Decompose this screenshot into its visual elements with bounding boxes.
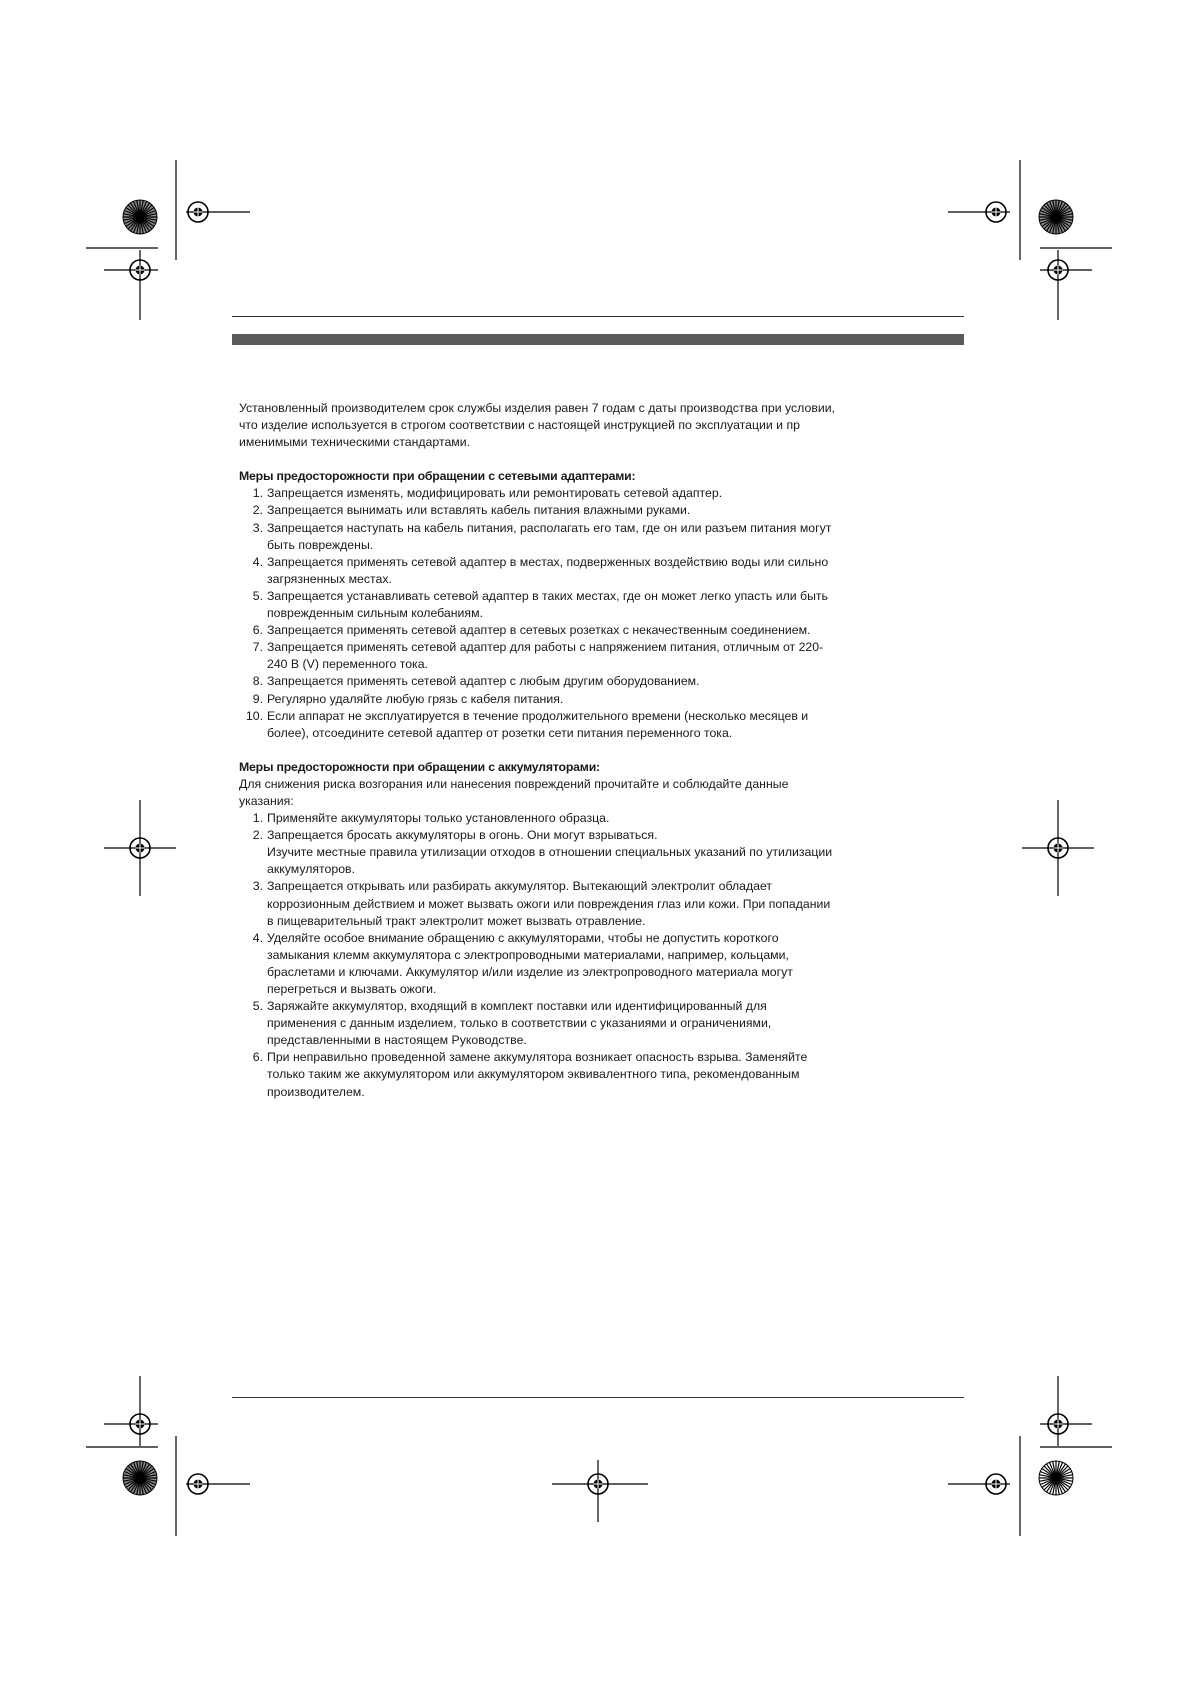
crop-marks-bottom-right: [948, 1376, 1112, 1536]
list-item: 4. Уделяйте особое внимание обращению с аккумуляторами, чтобы не допустить короткого замыкания клемм аккумулятора с электропроводными материалами, например, кольцами, браслетами и ключами. Аккумулятор и/или изделие из электропроводного материала могут перегреться и вызвать ожоги.: [252, 930, 793, 996]
adapter-safety-list: [239, 485, 839, 741]
list-item: 6. Запрещается применять сетевой адаптер в сетевых розетках с некачественным соединением.: [252, 623, 811, 638]
list-item: 5. Запрещается устанавливать сетевой адаптер в таких местах, где он может легко упасть или быть поврежденным сильным колебаниям.: [252, 588, 828, 621]
crop-marks-bottom-center: [552, 1460, 648, 1522]
list-item: 3. Запрещается открывать или разбирать аккумулятор. Вытекающий электролит обладает коррозионным действием и может вызвать ожоги или повреждения глаз или кожи. При попадании в пищеварительный тракт электролит может вызвать отравление.: [252, 879, 831, 928]
list-item: 1. Запрещается изменять, модифицировать или ремонтировать сетевой адаптер.: [252, 486, 723, 501]
adapter-safety-section: [239, 468, 839, 742]
adapter-section-heading: Меры предосторожности при обращении с сетевыми адаптерами:: [239, 469, 636, 484]
list-item: 10. Если аппарат не эксплуатируется в течение продолжительного времени (несколько месяцев и более), отсоедините сетевой адаптер от розетки сети питания переменного тока.: [245, 708, 809, 740]
list-item: 9. Регулярно удаляйте любую грязь с кабеля питания.: [252, 691, 564, 706]
list-item: 1. Применяйте аккумуляторы только установленного образца.: [252, 811, 610, 826]
service-life-paragraph: Установленный производителем срок службы изделия равен 7 годам с даты производства при условии, что изделие используется в строгом соответствии с настоящей инструкцией по эксплуатации и пр именимыми техническими стандартами.: [239, 401, 836, 450]
document-body: [239, 400, 839, 1101]
list-item: 2. Запрещается бросать аккумуляторы в огонь. Они могут взрываться. Изучите местные правила утилизации отходов в отношении специальных указаний по утилизации аккумуляторов.: [252, 828, 833, 877]
list-item: 4. Запрещается применять сетевой адаптер в местах, подверженных воздействию воды или сильно загрязненных местах.: [252, 554, 829, 586]
footer-rule: [232, 1397, 964, 1398]
crop-marks-top-left: [86, 160, 250, 320]
battery-safety-list: [239, 810, 839, 1101]
list-item: 7. Запрещается применять сетевой адаптер для работы с напряжением питания, отличным от 220-240 В (V) переменного тока.: [252, 640, 824, 672]
crop-marks-bottom-left: [86, 1376, 250, 1536]
battery-section-heading: Меры предосторожности при обращении с аккумуляторами:: [239, 759, 600, 774]
crop-marks-top-right: [948, 160, 1112, 320]
header-rule: [232, 316, 964, 317]
list-item: 2. Запрещается вынимать или вставлять кабель питания влажными руками.: [252, 503, 691, 518]
list-item: 5. Заряжайте аккумулятор, входящий в комплект поставки или идентифицированный для применения с данным изделием, только в соответствии с указаниями и ограничениями, представленными в настоящем Руководстве.: [252, 999, 772, 1048]
list-item: 8. Запрещается применять сетевой адаптер с любым другим оборудованием.: [252, 674, 700, 689]
list-item: 3. Запрещается наступать на кабель питания, располагать его там, где он или разъем питания могут быть повреждены.: [252, 520, 832, 552]
battery-section-intro: Для снижения риска возгорания или нанесения повреждений прочитайте и соблюдайте данные указания:: [239, 776, 789, 808]
battery-safety-section: [239, 759, 839, 1101]
list-item: 6. При неправильно проведенной замене аккумулятора возникает опасность взрыва. Заменяйте только таким же аккумулятором или аккумулятором эквивалентного типа, рекомендованным производителем.: [252, 1050, 808, 1099]
header-bar: [232, 334, 964, 345]
